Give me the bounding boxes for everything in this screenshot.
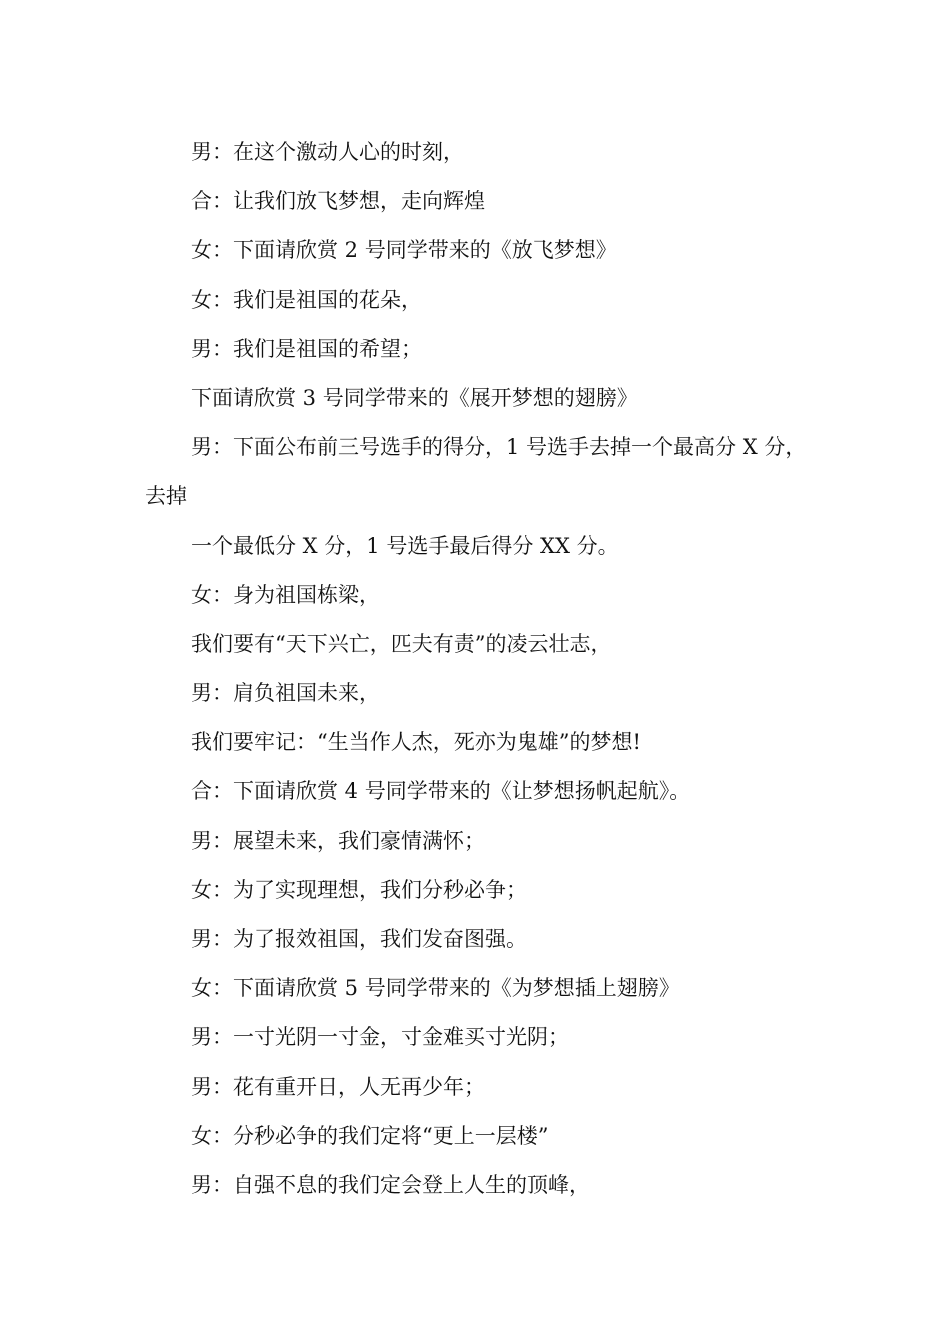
text-line: 我们要有“天下兴亡，匹夫有责”的凌云壮志， <box>191 631 612 656</box>
document-body <box>145 128 825 1210</box>
text-line: 男：为了报效祖国，我们发奋图强。 <box>191 927 527 951</box>
text-line: 男：下面公布前三号选手的得分，1 号选手去掉一个最高分 X 分， <box>191 435 807 460</box>
text-line: 男：花有重开日，人无再少年； <box>191 1074 485 1099</box>
text-line: 女：为了实现理想，我们分秒必争； <box>191 877 527 902</box>
text-line: 女：下面请欣赏 2 号同学带来的《放飞梦想》 <box>191 238 617 263</box>
text-line: 男：自强不息的我们定会登上人生的顶峰， <box>191 1172 590 1197</box>
text-line: 男：展望未来，我们豪情满怀； <box>191 828 485 853</box>
text-line: 女：身为祖国栋梁， <box>191 582 380 607</box>
text-line: 我们要牢记：“生当作人杰，死亦为鬼雄”的梦想! <box>191 730 641 755</box>
text-line: 女：我们是祖国的花朵， <box>191 287 422 312</box>
text-line: 男：一寸光阴一寸金，寸金难买寸光阴； <box>191 1025 569 1050</box>
text-line: 男：我们是祖国的希望； <box>191 336 422 361</box>
text-line: 女：下面请欣赏 5 号同学带来的《为梦想插上翅膀》 <box>191 976 680 1001</box>
text-line: 男：在这个激动人心的时刻， <box>191 140 464 164</box>
text-line: 合：下面请欣赏 4 号同学带来的《让梦想扬帆起航》。 <box>191 779 691 804</box>
text-line-wrapped: 去掉 <box>145 484 187 509</box>
text-line: 一个最低分 X 分，1 号选手最后得分 XX 分。 <box>191 533 619 558</box>
text-line: 下面请欣赏 3 号同学带来的《展开梦想的翅膀》 <box>191 385 638 410</box>
text-line: 女：分秒必争的我们定将“更上一层楼” <box>191 1123 549 1148</box>
text-line: 男：肩负祖国未来， <box>191 681 380 706</box>
text-line: 合：让我们放飞梦想，走向辉煌 <box>191 189 485 214</box>
